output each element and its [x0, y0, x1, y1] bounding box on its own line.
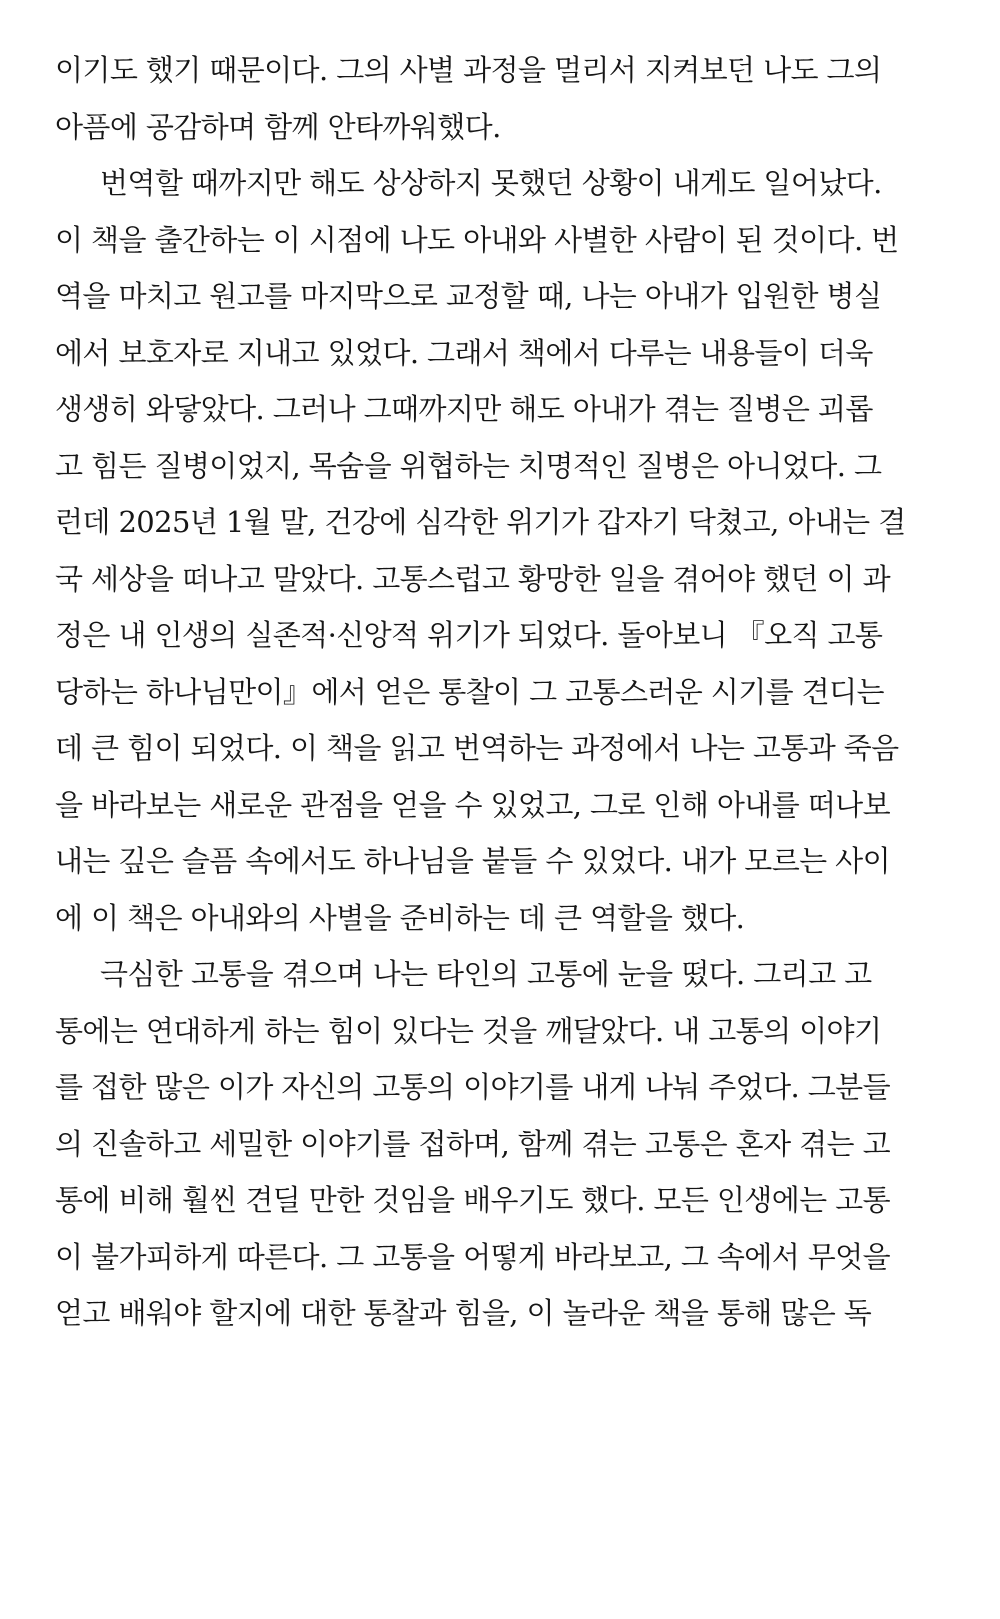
text-line: 생생히 와닿았다. 그러나 그때까지만 해도 아내가 겪는 질병은 괴롭 [55, 392, 873, 426]
text-line: 이 불가피하게 따른다. 그 고통을 어떻게 바라보고, 그 속에서 무엇을 [55, 1239, 890, 1274]
text-line: 당하는 하나님만이』에서 얻은 통찰이 그 고통스러운 시기를 견디는 [55, 674, 884, 709]
text-line: 국 세상을 떠나고 말았다. 고통스럽고 황망한 일을 겪어야 했던 이 과 [55, 561, 890, 596]
text-line: 에 이 책은 아내와의 사별을 준비하는 데 큰 역할을 했다. [55, 900, 745, 935]
text-line: 런데 2025년 1월 말, 건강에 심각한 위기가 갑자기 닥쳤고, 아내는 결 [55, 505, 906, 539]
text-line: 아픔에 공감하며 함께 안타까워했다. [55, 109, 501, 144]
text-line: 데 큰 힘이 되었다. 이 책을 읽고 번역하는 과정에서 나는 고통과 죽음 [55, 731, 899, 765]
text-line: 정은 내 인생의 실존적·신앙적 위기가 되었다. 돌아보니 『오직 고통 [55, 618, 883, 652]
text-line: 을 바라보는 새로운 관점을 얻을 수 있었고, 그로 인해 아내를 떠나보 [55, 787, 890, 822]
text-line: 내는 깊은 슬픔 속에서도 하나님을 붙들 수 있었다. 내가 모르는 사이 [55, 844, 890, 878]
text-line: 얻고 배워야 할지에 대한 통찰과 힘을, 이 놀라운 책을 통해 많은 독 [55, 1296, 872, 1330]
text-line: 고 힘든 질병이었지, 목숨을 위협하는 치명적인 질병은 아니었다. 그 [55, 448, 882, 483]
text-line: 를 접한 많은 이가 자신의 고통의 이야기를 내게 나눠 주었다. 그분들 [55, 1070, 890, 1104]
text-line: 에서 보호자로 지내고 있었다. 그래서 책에서 다루는 내용들이 더욱 [55, 335, 873, 370]
text-line: 극심한 고통을 겪으며 나는 타인의 고통에 눈을 떴다. 그리고 고 [100, 957, 872, 991]
text-line: 이 책을 출간하는 이 시점에 나도 아내와 사별한 사람이 된 것이다. 번 [55, 222, 899, 257]
text-line: 통에 비해 훨씬 견딜 만한 것임을 배우기도 했다. 모든 인생에는 고통 [55, 1183, 890, 1217]
text-line: 의 진솔하고 세밀한 이야기를 접하며, 함께 겪는 고통은 혼자 겪는 고 [55, 1126, 890, 1161]
text-line: 역을 마치고 원고를 마지막으로 교정할 때, 나는 아내가 입원한 병실 [55, 279, 882, 313]
text-line: 통에는 연대하게 하는 힘이 있다는 것을 깨달았다. 내 고통의 이야기 [55, 1013, 882, 1048]
text-line: 번역할 때까지만 해도 상상하지 못했던 상황이 내게도 일어났다. [100, 166, 882, 200]
text-line: 이기도 했기 때문이다. 그의 사별 과정을 멀리서 지켜보던 나도 그의 [55, 53, 882, 87]
